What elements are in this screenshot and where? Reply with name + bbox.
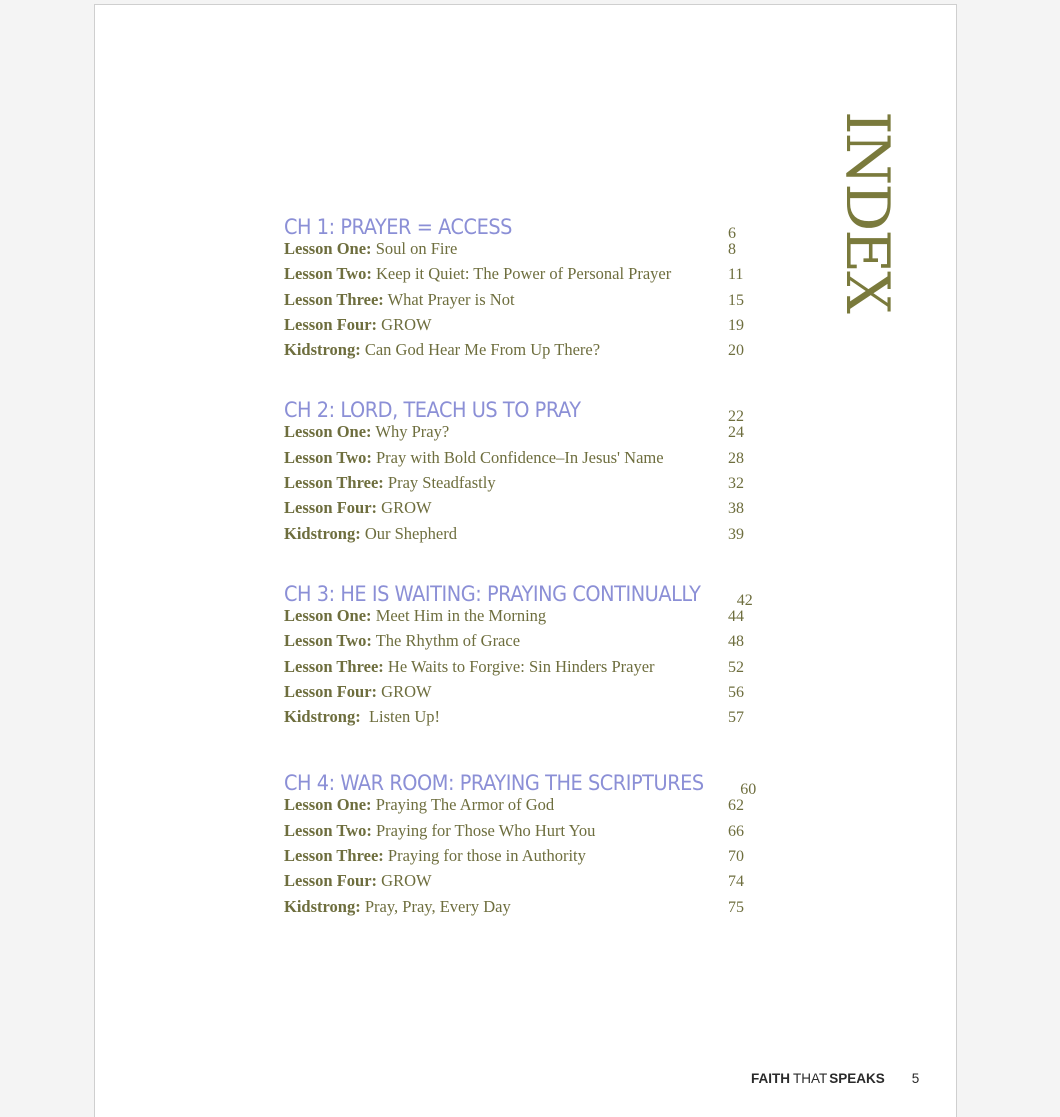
document-page xyxy=(94,4,957,1117)
footer-brand-that: THAT xyxy=(793,1071,828,1086)
chapter-heading xyxy=(284,393,754,426)
entry-label: Lesson One: xyxy=(284,239,372,258)
entry-label: Lesson Two: xyxy=(284,447,372,467)
entry-title: GROW xyxy=(381,681,432,701)
chapter-heading xyxy=(284,577,754,609)
entry-label: Lesson Four: xyxy=(284,871,378,891)
entry-label: Kidstrong: xyxy=(284,707,361,727)
entry-label: Lesson Three: xyxy=(284,473,384,493)
entry-title: Pray Steadfastly xyxy=(387,473,496,493)
entry-label: Lesson Two: xyxy=(284,631,372,651)
entry-page-number: 19 xyxy=(728,316,744,334)
chapter-page-number: 6 xyxy=(728,225,736,242)
entry-title: What Prayer is Not xyxy=(387,289,515,309)
toc-entry xyxy=(284,473,754,498)
table-of-contents xyxy=(284,210,757,950)
entry-title: GROW xyxy=(381,871,432,891)
entry-page-number: 52 xyxy=(728,658,744,676)
entry-page-number: 39 xyxy=(728,525,744,543)
entry-page-number: 15 xyxy=(728,291,744,309)
entry-title: The Rhythm of Grace xyxy=(375,631,521,651)
toc-entry xyxy=(284,290,754,315)
toc-entry xyxy=(284,606,754,631)
entry-title: Pray with Bold Confidence–In Jesus' Name xyxy=(376,447,664,467)
entry-label: Kidstrong: xyxy=(284,340,361,360)
toc-entry xyxy=(284,264,754,289)
entry-page-number: 44 xyxy=(728,607,744,625)
entry-page-number: 38 xyxy=(728,500,744,518)
entry-label: Lesson One: xyxy=(284,605,372,625)
entry-title: Why Pray? xyxy=(375,422,450,442)
entry-page-number: 48 xyxy=(728,633,744,651)
chapter-2 xyxy=(284,393,754,548)
toc-entry xyxy=(284,795,754,820)
entry-label: Lesson One: xyxy=(284,795,372,815)
entry-label: Lesson Two: xyxy=(284,264,372,284)
footer-page-number: 5 xyxy=(911,1071,920,1086)
toc-entry xyxy=(284,871,754,896)
entry-label: Lesson Three: xyxy=(284,846,384,866)
entry-page-number: 28 xyxy=(728,449,744,467)
entry-label: Lesson Four: xyxy=(284,498,378,518)
index-heading xyxy=(832,109,905,312)
entry-label: Lesson One: xyxy=(284,422,372,442)
entry-label: Kidstrong: xyxy=(284,896,361,916)
footer-brand-speaks: SPEAKS xyxy=(829,1071,885,1086)
toc-entry xyxy=(284,448,754,473)
entry-title: Listen Up! xyxy=(364,707,440,727)
chapter-title: CH 2: LORD, TEACH US TO PRAY xyxy=(284,398,581,423)
entry-title: Praying for Those Who Hurt You xyxy=(376,820,596,840)
chapter-page-number: 60 xyxy=(740,781,757,799)
entry-page-number: 75 xyxy=(728,898,744,916)
chapter-heading xyxy=(284,210,754,242)
toc-entry xyxy=(284,707,754,732)
chapter-4 xyxy=(284,766,757,921)
toc-entry xyxy=(284,657,754,682)
toc-entry xyxy=(284,340,754,365)
toc-entry xyxy=(284,682,754,707)
chapter-3 xyxy=(284,577,754,732)
toc-entry xyxy=(284,846,754,871)
toc-entry xyxy=(284,821,754,846)
chapter-1 xyxy=(284,210,754,365)
entry-title: Can God Hear Me From Up There? xyxy=(364,340,601,360)
chapter-heading xyxy=(284,766,757,799)
entry-title: Pray, Pray, Every Day xyxy=(364,896,511,916)
chapter-page-number: 42 xyxy=(736,591,753,609)
entry-page-number: 8 xyxy=(728,241,736,258)
toc-entry xyxy=(284,498,754,523)
entry-title: Praying for those in Authority xyxy=(387,846,586,866)
chapter-page-number: 22 xyxy=(728,408,744,426)
entry-title: GROW xyxy=(381,498,432,518)
entry-page-number: 62 xyxy=(728,797,744,815)
entry-title: Praying The Armor of God xyxy=(375,795,555,815)
entry-label: Lesson Two: xyxy=(284,820,372,840)
entry-page-number: 57 xyxy=(728,709,744,727)
entry-title: He Waits to Forgive: Sin Hinders Prayer xyxy=(387,656,655,676)
toc-entry xyxy=(284,897,754,922)
entry-title: Soul on Fire xyxy=(375,239,458,258)
entry-label: Kidstrong: xyxy=(284,523,361,543)
toc-entry xyxy=(284,631,754,656)
page-footer xyxy=(751,1071,919,1086)
entry-label: Lesson Three: xyxy=(284,289,384,309)
entry-title: Keep it Quiet: The Power of Personal Prayer xyxy=(376,264,672,284)
entry-page-number: 56 xyxy=(728,683,744,701)
toc-entry xyxy=(284,524,754,549)
toc-entry xyxy=(284,422,754,447)
entry-title: Meet Him in the Morning xyxy=(375,605,547,625)
toc-entry xyxy=(284,315,754,340)
entry-title: GROW xyxy=(381,314,432,334)
entry-title: Our Shepherd xyxy=(364,523,457,543)
chapter-title: CH 3: HE IS WAITING: PRAYING CONTINUALLY xyxy=(284,581,701,606)
entry-page-number: 66 xyxy=(728,822,744,840)
entry-page-number: 11 xyxy=(728,266,744,284)
entry-page-number: 20 xyxy=(728,342,744,360)
toc-entry xyxy=(284,239,754,264)
entry-page-number: 32 xyxy=(728,475,744,493)
entry-page-number: 70 xyxy=(728,848,744,866)
chapter-title: CH 4: WAR ROOM: PRAYING THE SCRIPTURES xyxy=(284,771,704,796)
entry-page-number: 24 xyxy=(728,424,744,442)
entry-label: Lesson Four: xyxy=(284,681,378,701)
footer-brand-faith: FAITH xyxy=(751,1071,790,1086)
entry-page-number: 74 xyxy=(728,873,744,891)
index-heading-text: INDEX xyxy=(832,111,902,312)
entry-label: Lesson Three: xyxy=(284,656,384,676)
chapter-title: CH 1: PRAYER = ACCESS xyxy=(284,215,512,239)
entry-label: Lesson Four: xyxy=(284,314,378,334)
